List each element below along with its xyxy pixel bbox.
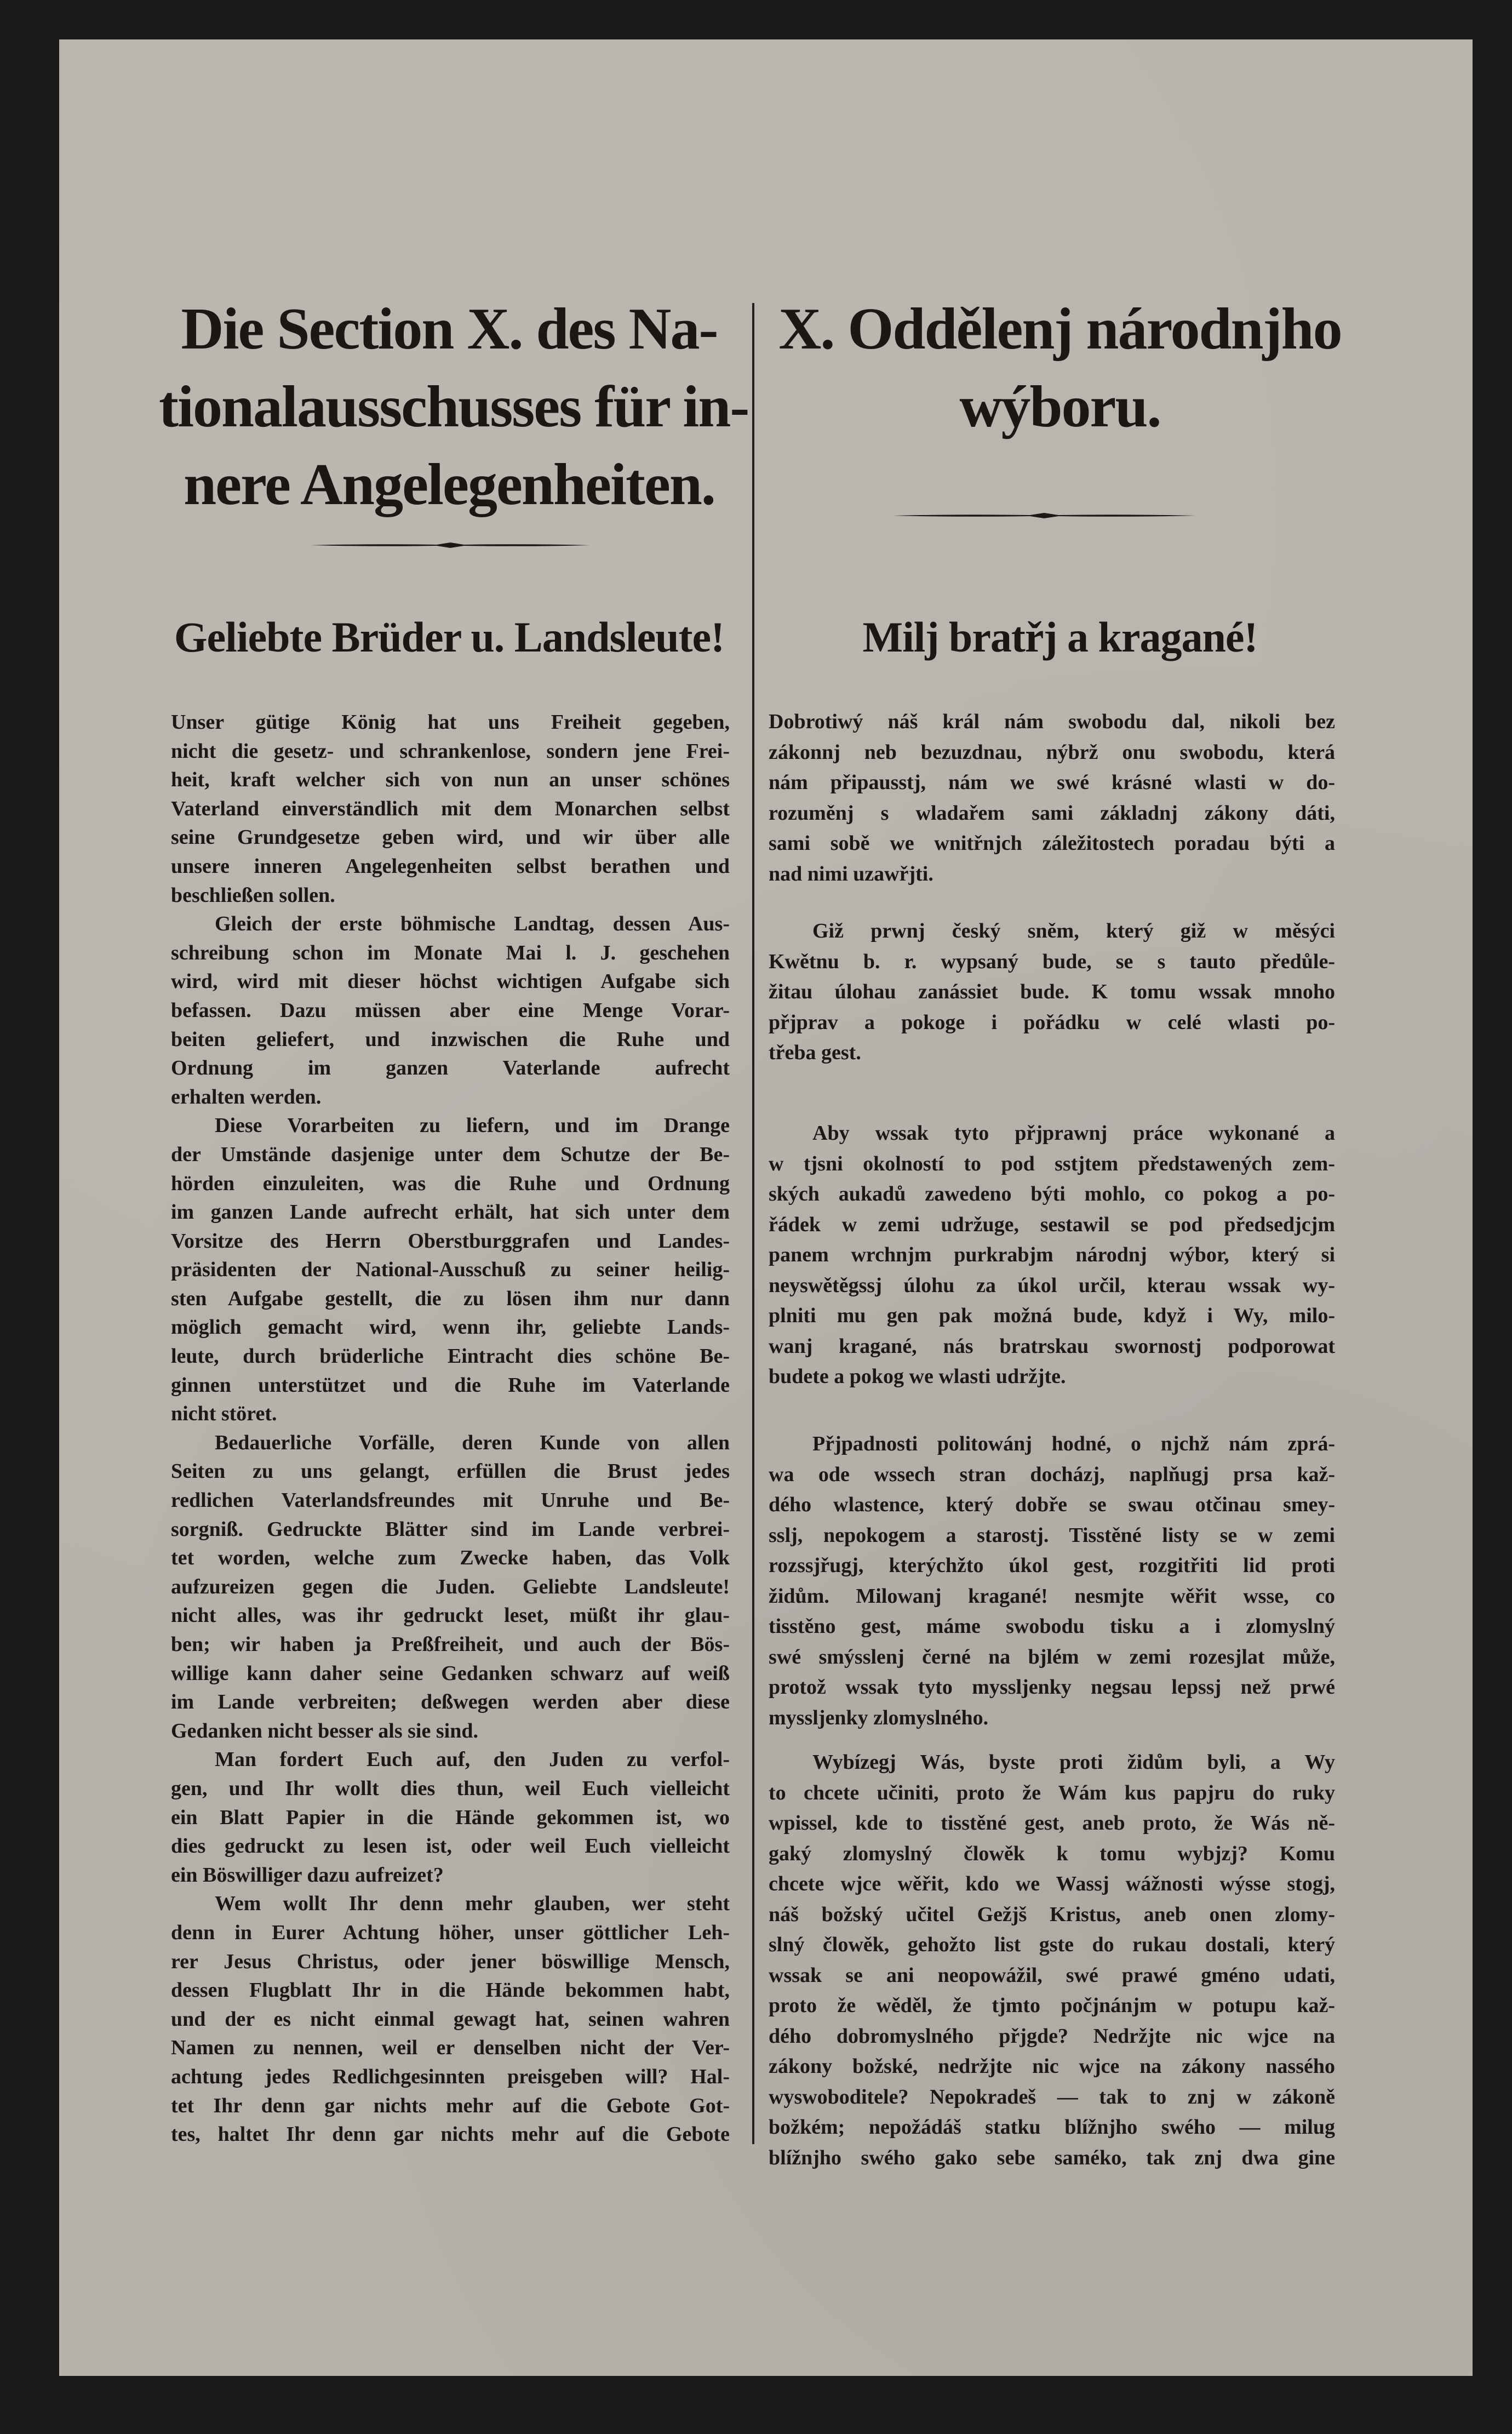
text-line: redlichen Vaterlandsfreundes mit Unruhe und Be- (171, 1489, 730, 1512)
paragraph (171, 1889, 730, 2149)
german-title-line: Die Section X. des Na- (181, 296, 718, 362)
text-line: zákonnj neb bezuzdnau, nýbrž onu swobodu, která (769, 740, 1335, 764)
paragraph (171, 1745, 730, 1889)
text-line: rozssjřugj, kterýchžto úkol gest, rozgitřiti lid proti (769, 1554, 1335, 1577)
text-line: möglich gemacht wird, wenn ihr, geliebte Lands- (171, 1316, 730, 1339)
text-line: ein Böswilliger dazu aufreizet? (171, 1863, 444, 1887)
text-line: třeba gest. (769, 1041, 861, 1064)
text-line: neyswětěgssj úlohu za úkol určil, kterau wssak wy- (769, 1273, 1335, 1297)
text-line: nicht die gesetz- und schrankenlose, sondern jene Frei- (171, 739, 730, 763)
text-line: panem wrchnjm purkrabjm národnj wýbor, který si (769, 1243, 1335, 1266)
text-line: tes, haltet Ihr denn gar nichts mehr auf die Gebote (171, 2123, 730, 2146)
text-line: ein Blatt Papier in die Hände gekommen ist, wo (171, 1805, 730, 1829)
czech-title-line: X. Oddělenj národnjho (778, 296, 1342, 362)
text-line: wpissel, kde to tisstěné gest, aneb proto, že Wás ně- (769, 1812, 1335, 1835)
german-salutation: Geliebte Brüder u. Landsleute! (174, 613, 725, 661)
paragraph (171, 910, 730, 1111)
text-line: beiten geliefert, und inzwischen die Ruhe und (171, 1027, 730, 1051)
text-line: Wybízegj Wás, byste proti židům byli, a Wy (812, 1751, 1335, 1774)
text-line: erhalten werden. (171, 1085, 322, 1109)
text-line: nad nimi uzawřjti. (769, 862, 933, 885)
czech-salutation: Milj bratřj a kragané! (862, 613, 1258, 661)
text-line: swé smýsslenj černé na bjlém w zemi rozesjlat může, (769, 1645, 1335, 1669)
text-line: sslj, nepokogem a starostj. Tisstěné listy se w zemi (769, 1523, 1335, 1547)
text-line: achtung jedes Redlichgesinnten preisgeben will? Hal- (171, 2065, 730, 2088)
paragraph (171, 1111, 730, 1429)
text-line: Vorsitze des Herrn Oberstburggrafen und Landes- (171, 1229, 730, 1253)
text-line: Přjpadnosti politowánj hodné, o njchž nám zprá- (812, 1432, 1335, 1455)
text-line: tisstěno gest, máme swobodu tisku a i zlomyslný (769, 1615, 1335, 1638)
text-line: sami sobě we wnitřnjch záležitostech poradau býti a (769, 832, 1335, 855)
text-line: myssljenky zlomyslného. (769, 1706, 989, 1729)
text-line: Gleich der erste böhmische Landtag, dessen Aus- (215, 912, 730, 936)
text-line: Man fordert Euch auf, den Juden zu verfol- (215, 1748, 730, 1772)
text-line: willige kann daher seine Gedanken schwarz auf weiß (171, 1661, 730, 1685)
paragraph (171, 1429, 730, 1746)
paragraph (769, 1429, 1335, 1733)
text-line: plniti mu gen pak možná bude, když i Wy, milo- (769, 1304, 1335, 1327)
ornamental-rule-right (893, 513, 1195, 518)
text-line: Namen zu nennen, weil er denselben nicht der Ver- (171, 2036, 730, 2060)
paragraph (769, 1747, 1335, 2173)
text-line: rer Jesus Christus, oder jener böswillige Mensch, (171, 1950, 730, 1973)
text-line: rozuměnj s wladařem sami základnj zákony dáti, (769, 801, 1335, 825)
text-line: im ganzen Lande aufrecht erhält, hat sich unter dem (171, 1201, 730, 1224)
text-line: leute, durch brüderliche Eintracht dies schöne Be- (171, 1345, 730, 1368)
text-line: wird, wird mit dieser höchst wichtigen Aufgabe sich (171, 970, 730, 993)
text-line: Unser gütige König hat uns Freiheit gegeben, (171, 711, 730, 734)
text-line: sten Aufgabe gestellt, die zu lösen ihm nur dann (171, 1287, 730, 1310)
text-line: Seiten zu uns gelangt, erfüllen die Brust jedes (171, 1460, 730, 1483)
text-line: schreibung schon im Monate Mai l. J. geschehen (171, 941, 730, 964)
text-line: nicht störet. (171, 1402, 277, 1426)
text-line: sorgniß. Gedruckte Blätter sind im Lande verbrei- (171, 1517, 730, 1541)
text-line: im Lande verbreiten; deßwegen werden aber diese (171, 1690, 730, 1714)
german-title-line: nere Angelegenheiten. (184, 452, 715, 517)
text-line: denn in Eurer Achtung höher, unser göttlicher Leh- (171, 1921, 730, 1944)
text-line: božkém; nepožádáš statku blížnjho swého — milug (769, 2116, 1335, 2139)
text-line: nicht alles, was ihr gedruckt leset, müßt ihr glau- (171, 1604, 730, 1627)
text-line: Wem wollt Ihr denn mehr glauben, wer steht (215, 1892, 730, 1916)
text-line: náš božský učitel Gežjš Kristus, aneb onen zlomy- (769, 1902, 1335, 1926)
text-line: to chcete učiniti, proto že Wám kus papjru do ruky (769, 1781, 1335, 1804)
text-line: ben; wir haben ja Preßfreiheit, und auch der Bös- (171, 1633, 730, 1656)
text-line: Diese Vorarbeiten zu liefern, und im Drange (215, 1114, 730, 1138)
text-line: heit, kraft welcher sich von nun an unser schönes (171, 768, 730, 792)
text-line: gen, und Ihr wollt dies thun, weil Euch vielleicht (171, 1776, 730, 1800)
text-line: řádek w zemi udržuge, sestawil se pod předsedjcjm (769, 1213, 1335, 1236)
text-line: gaký zlomyslný člowěk k tomu wybjzj? Komu (769, 1842, 1335, 1865)
text-line: der Umstände dasjenige unter dem Schutze der Be- (171, 1142, 730, 1166)
text-line: und der es nicht einmal gewagt hat, seinen wahren (171, 2007, 730, 2031)
text-line: dies gedruckt zu lesen ist, oder weil Euch vielleicht (171, 1835, 730, 1858)
text-line: tet worden, welche zum Zwecke haben, das Volk (171, 1546, 730, 1570)
text-line: tet Ihr denn gar nichts mehr auf die Gebote Got- (171, 2094, 730, 2117)
text-line: unsere inneren Angelegenheiten selbst berathen und (171, 854, 730, 878)
text-line: budete a pokog we wlasti udržjte. (769, 1365, 1066, 1388)
text-line: dého dobromyslného přjgde? Nedržjte nic wjce na (769, 2024, 1335, 2048)
text-line: hörden einzuleiten, was die Ruhe und Ordnung (171, 1172, 730, 1195)
text-line: proto že wěděl, že tjmto počjnánjm w potupu kaž- (769, 1994, 1335, 2017)
text-line: chcete wjce wěřit, kdo we Wassj wážnosti wýsse stogj, (769, 1872, 1335, 1895)
paragraph (769, 1118, 1335, 1392)
text-line: slný člowěk, gehožto list gste do rukau dostali, který (769, 1933, 1335, 1956)
text-line: aufzureizen gegen die Juden. Geliebte Landsleute! (171, 1575, 730, 1598)
text-line: w tjsni okolností to pod sstjtem předstawených zem- (769, 1152, 1335, 1175)
text-line: Aby wssak tyto přjprawnj práce wykonané a (812, 1122, 1335, 1145)
german-column (171, 708, 730, 2149)
text-line: zákony božské, nedržjte nic wjce na zákony nassého (769, 2055, 1335, 2078)
czech-title (767, 290, 1353, 446)
text-line: židům. Milowanj kragané! nesmjte wěřit wsse, co (769, 1584, 1335, 1608)
german-title-line: tionalausschusses für in- (159, 374, 749, 439)
german-title (159, 290, 749, 524)
text-line: Bedauerliche Vorfälle, deren Kunde von allen (215, 1431, 730, 1454)
czech-title-line: wýboru. (959, 374, 1161, 439)
text-line: přjprav a pokoge i pořádku w celé wlasti po- (769, 1010, 1335, 1034)
text-line: Kwětnu b. r. wypsaný bude, se s tauto předůle- (769, 950, 1335, 973)
text-line: ských aukadů zawedeno býti mohlo, co pokog a po- (769, 1182, 1335, 1205)
text-line: nám připausstj, nám we swé krásné wlasti w do- (769, 771, 1335, 794)
text-line: präsidenten der National-Ausschuß zu seiner heilig- (171, 1258, 730, 1282)
text-line: protož wssak tyto myssljenky negsau lepssj než prwé (769, 1676, 1335, 1699)
text-line: Gedanken nicht besser als sie sind. (171, 1719, 478, 1742)
paragraph (769, 916, 1335, 1069)
text-line: beschließen sollen. (171, 883, 335, 907)
text-line: wssak se ani neopowážil, swé prawé gméno udati, (769, 1963, 1335, 1987)
text-line: wyswoboditele? Nepokradeš — tak to znj w zákoně (769, 2085, 1335, 2109)
paragraph (769, 707, 1335, 889)
text-line: Vaterland einverständlich mit dem Monarchen selbst (171, 797, 730, 820)
text-line: žitau úlohau zanássiet bude. K tomu wssak mnoho (769, 980, 1335, 1003)
text-line: blížnjho swého gako sebe saméko, tak znj dwa gine (769, 2146, 1335, 2169)
text-line: Ordnung im ganzen Vaterlande aufrecht (171, 1056, 730, 1080)
text-line: dého wlastence, který dobře se swau otčinau smey- (769, 1493, 1335, 1516)
text-line: Dobrotiwý náš král nám swobodu dal, nikoli bez (769, 710, 1335, 733)
text-line: dessen Flugblatt Ihr in die Hände bekommen habt, (171, 1979, 730, 2002)
text-line: wa ode wssech stran docházj, naplňugj prsa kaž- (769, 1462, 1335, 1486)
text-line: seine Grundgesetze geben wird, und wir über alle (171, 826, 730, 849)
text-line: wanj kragané, nás bratrskau swornostj podporowat (769, 1334, 1335, 1358)
text-line: befassen. Dazu müssen aber eine Menge Vorar- (171, 998, 730, 1022)
text-line: ginnen unterstützet und die Ruhe im Vaterlande (171, 1373, 730, 1397)
text-line: Giž prwnj český sněm, který giž w měsýci (812, 919, 1335, 942)
paragraph (171, 708, 730, 910)
ornamental-rule-left (311, 542, 590, 548)
column-divider (752, 303, 754, 2144)
